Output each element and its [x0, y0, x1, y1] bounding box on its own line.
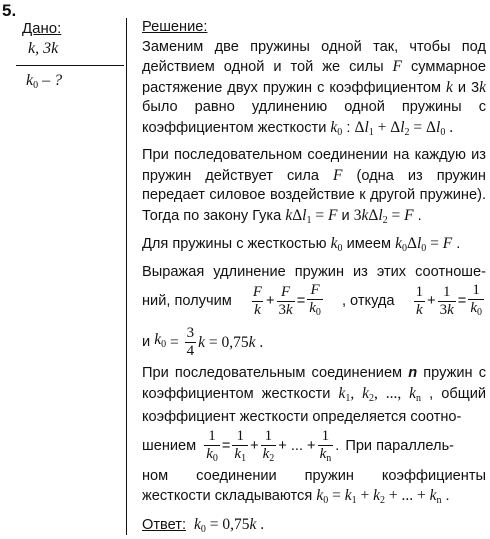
- solution-paragraph-7: ном соединении пружин коэффициенты жесткости складываются $k_0 = k_1 + k_2$ + ... + $k_n$ .: [142, 467, 486, 511]
- formula-hooke: kΔl$_1$ = F: [285, 207, 337, 224]
- column-divider: [126, 18, 127, 535]
- solution-title: Решение:: [142, 18, 486, 38]
- solution-block: [142, 18, 486, 539]
- solution-paragraph-1: Заменим две пружины одной так, чтобы под действием одной и той же силы F суммарное растяжение двух пружин с коэффициентом k и 3k было равно удлинению одной пружины с коэффициентом жесткости $k_0$ : $\Delta l_1 + \Delta l_2 = \Delta l_0$ .: [142, 38, 486, 143]
- formula-elongation-sum: $\Delta l_1 + \Delta l_2 = \Delta l_0$ .: [354, 119, 453, 136]
- solution-paragraph-6: При последовательным соединением n пружин с коэффициентом жесткости $k_1$, $k_2$, ..., $k_n$ , общий коэффициент жесткости определяется соотно-: [142, 364, 486, 428]
- answer-value: $k_0 = 0,75k$ .: [190, 516, 264, 533]
- solution-paragraph-3: Для пружины с жесткостью $k_0$ имеем $k_0\Delta l_0 = F$ .: [142, 234, 486, 259]
- formula-fractions-line: ний, получим $\frac{F}{k}$ + $\frac{F}{3k}$ = $\frac{F}{k_0}$ , откуда $\frac{1}{k}$ + $\frac{1}{3k}$ = $\frac{1}{k_0}$: [142, 282, 486, 321]
- given-header: Дано:: [22, 20, 61, 37]
- formula-k0: $k_0\Delta l_0 = F$: [395, 235, 452, 252]
- solution-paragraph-2: При последовательном соединении на каждую из пружин действует сила F (одна из пружин передает силовое воздействие к другой пружине). Тогда по закону Гука kΔl$_1$ = F и 3kΔl$_2$ = F .: [142, 146, 486, 230]
- answer-label: Ответ:: [142, 517, 186, 533]
- problem-number: 5.: [2, 1, 16, 21]
- answer-line: [142, 515, 486, 539]
- given-values: k, 3k: [28, 40, 58, 58]
- given-find: $k_0$ – ?: [26, 72, 62, 91]
- formula-series-line: шением $\frac{1}{k_0}$ = $\frac{1}{k_1}$ + $\frac{1}{k_2}$ + ... + $\frac{1}{k_n}$ . При параллель-: [142, 428, 486, 467]
- formula-parallel: $k_0 = k_1 + k_2$ + ... + $k_n$: [316, 487, 441, 504]
- formula-result: и $k_0$ = $\frac{3}{4}$ k = 0,75k .: [142, 325, 486, 360]
- given-divider: [16, 65, 124, 66]
- solution-paragraph-4: Выражая удлинение пружин из этих соотноше-: [142, 263, 486, 283]
